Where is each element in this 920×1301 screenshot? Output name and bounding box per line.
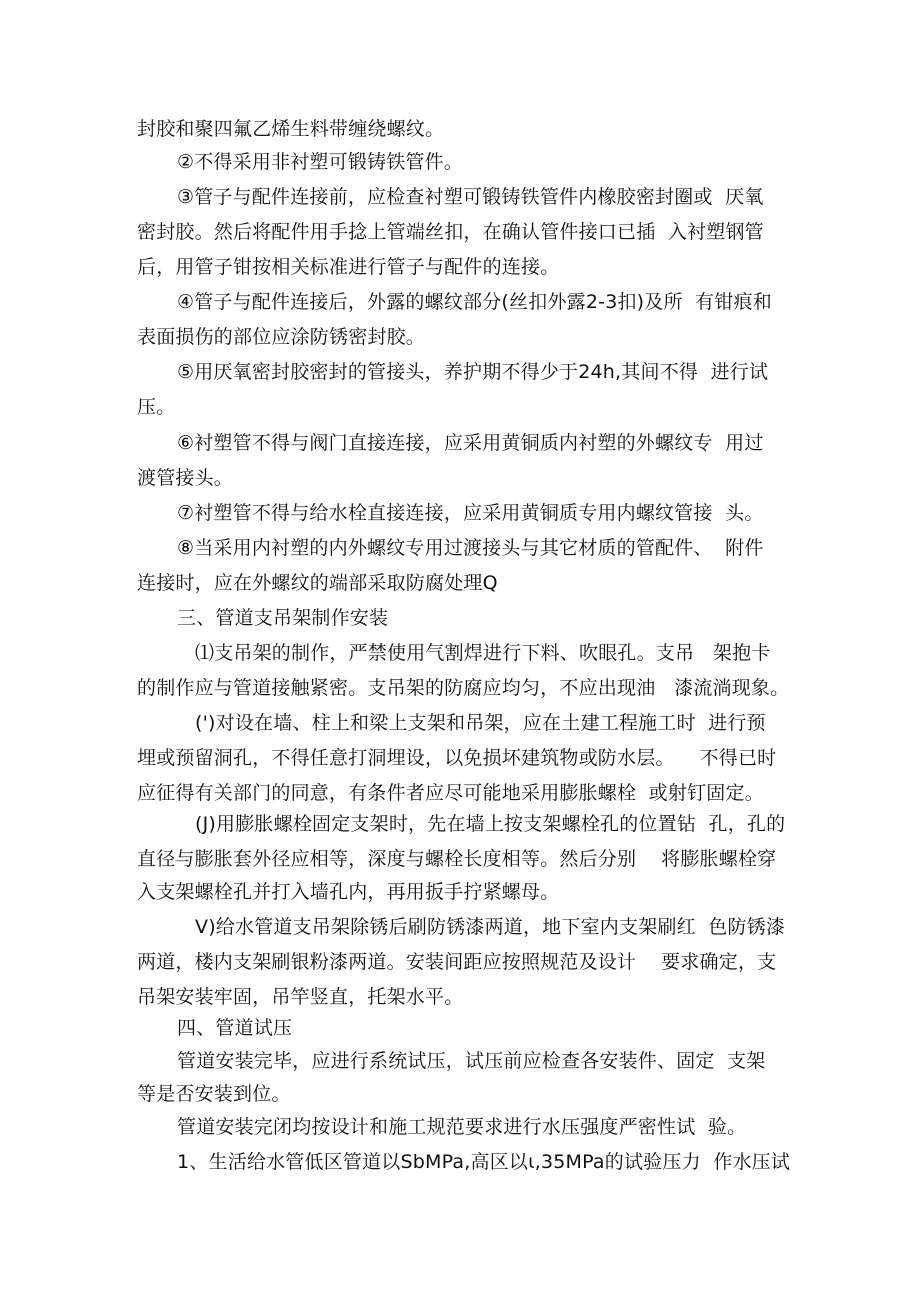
- text-line: 入支架螺栓孔并打入墙孔内，再用扳手拧紧螺母。: [137, 881, 560, 903]
- text-line: 封胶和聚四氟乙烯生料带缠绕螺纹。: [137, 118, 445, 140]
- text-line: 压。: [137, 396, 176, 418]
- text-line: ⑧当采用内衬塑的内外螺纹专用过渡接头与其它材质的管配件、 附件: [177, 537, 764, 559]
- text-line: ④管子与配件连接后，外露的螺纹部分(丝扣外露2-3扣)及所 有钳痕和: [177, 291, 772, 313]
- text-line: ②不得采用非衬塑可锻铸铁管件。: [177, 151, 464, 173]
- text-line: ③管子与配件连接前，应检查衬塑可锻铸铁管件内橡胶密封圈或 厌氧: [177, 186, 764, 208]
- text-line: ⑦衬塑管不得与给水栓直接连接，应采用黄铜质专用内螺纹管接 头。: [177, 502, 764, 524]
- text-line: 渡管接头。: [137, 467, 234, 489]
- text-line: 管道安装完毕，应进行系统试压，试压前应检查各安装件、固定 支架: [177, 1050, 766, 1072]
- text-line: 直径与膨胀套外径应相等，深度与螺栓长度相等。然后分别 将膨胀螺栓穿: [137, 848, 777, 870]
- text-line: (')对设在墙、柱上和梁上支架和吊架，应在土建工程施工时 进行预: [195, 712, 766, 734]
- text-line: 后，用管子钳按相关标准进行管子与配件的连接。: [137, 256, 560, 278]
- text-line: V)给水管道支吊架除锈后刷防锈漆两道，地下室内支架刷红 色防锈漆: [195, 916, 786, 938]
- text-line: 密封胶。然后将配件用手捻上管端丝扣，在确认管件接口已插 入衬塑钢管: [137, 221, 764, 243]
- text-line: (J)用膨胀螺栓固定支架时，先在墙上按支架螺栓孔的位置钻 孔，孔的: [195, 813, 786, 835]
- text-line: 应征得有关部门的同意，有条件者应尽可能地采用膨胀螺栓 或射钉固定。: [137, 782, 764, 804]
- text-line: 等是否安装到位。: [137, 1083, 291, 1105]
- text-line: 表面损伤的部位应涂防锈密封胶。: [137, 326, 426, 348]
- text-line: ⑥衬塑管不得与阀门直接连接，应采用黄铜质内衬塑的外螺纹专 用过: [177, 432, 764, 454]
- text-line: 的制作应与管道接触紧密。支吊架的防腐应均匀，不应出现油 漆流淌现象。: [137, 677, 790, 699]
- text-line: ⑴支吊架的制作，严禁使用气割焊进行下料、吹眼孔。支吊 架抱卡: [195, 642, 771, 664]
- text-line: 埋或预留洞孔，不得任意打洞埋设，以免损坏建筑物或防水层。 不得已时: [137, 747, 777, 769]
- text-line: 吊架安装牢固，吊竿竖直，托架水平。: [137, 986, 464, 1008]
- text-line: 1、生活给水管低区管道以SbMPa,高区以ι,35MPa的试验压力 作水压试: [177, 1151, 791, 1173]
- text-line: 管道安装完闭均按设计和施工规范要求进行水压强度严密性试 验。: [177, 1116, 747, 1138]
- section-heading: 三、管道支吊架制作安装: [177, 607, 389, 629]
- text-line: ⑤用厌氧密封胶密封的管接头，养护期不得少于24h,其间不得 进行试: [177, 361, 769, 383]
- text-line: 两道，楼内支架刷银粉漆两道。安装间距应按照规范及设计 要求确定，支: [137, 951, 777, 973]
- text-line: 连接时，应在外螺纹的端部采取防腐处理Q: [137, 572, 498, 594]
- section-heading: 四、管道试压: [177, 1017, 293, 1039]
